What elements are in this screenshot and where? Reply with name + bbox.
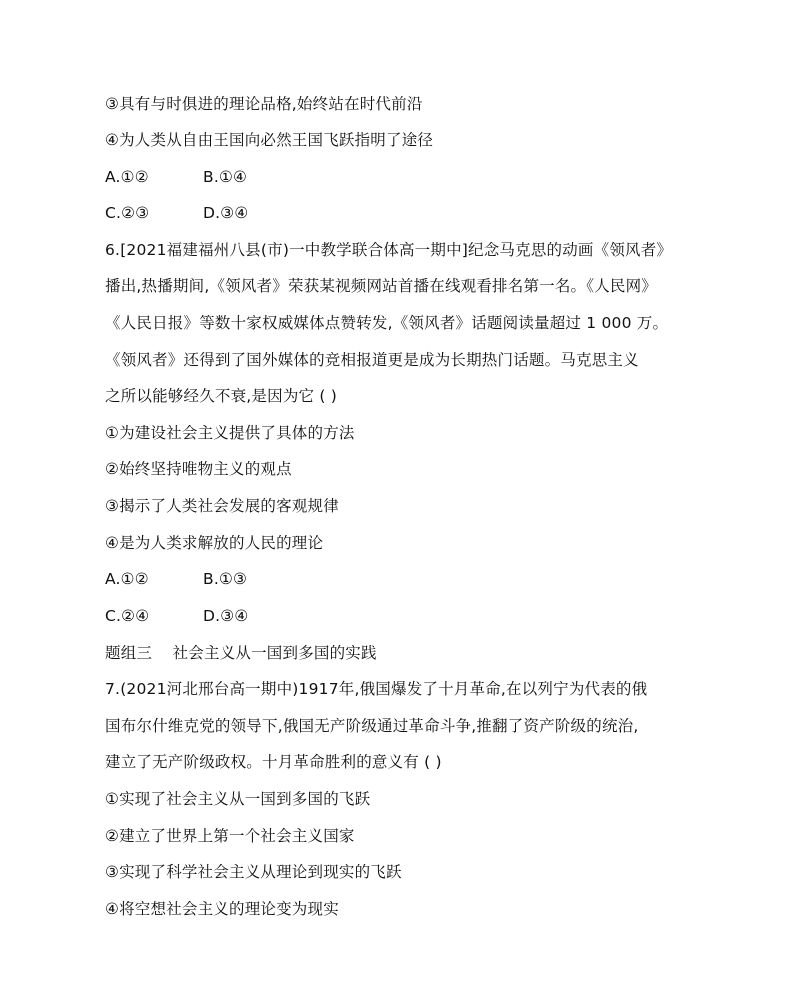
- q7-item-2: ②建立了世界上第一个社会主义国家: [105, 827, 355, 845]
- q6-item-2: ②始终坚持唯物主义的观点: [105, 460, 292, 478]
- q6-option-d: D.③④: [203, 607, 249, 625]
- q7-item-1: ①实现了社会主义从一国到多国的飞跃: [105, 790, 371, 808]
- q5-option-c: C.②③: [105, 204, 150, 222]
- q7-item-3: ③实现了科学社会主义从理论到现实的飞跃: [105, 863, 402, 881]
- q7-stem-line-1: 7.(2021河北邢台高一期中)1917年,俄国爆发了十月革命,在以列宁为代表的俄: [105, 680, 648, 698]
- q6-item-4: ④是为人类求解放的人民的理论: [105, 534, 324, 552]
- q7-item-4: ④将空想社会主义的理论变为现实: [105, 900, 339, 918]
- q5-option-d: D.③④: [203, 204, 249, 222]
- q6-stem-line-3: 《人民日报》等数十家权威媒体点赞转发,《领风者》话题阅读量超过 1 000 万。: [105, 314, 669, 332]
- q6-stem-line-2: 播出,热播期间,《领风者》荣获某视频网站首播在线观看排名第一名。《人民网》: [105, 277, 658, 295]
- q6-stem-line-4: 《领风者》还得到了国外媒体的竞相报道更是成为长期热门话题。马克思主义: [105, 351, 639, 369]
- q5-option-b: B.①④: [203, 168, 248, 186]
- q6-stem-line-5: 之所以能够经久不衰,是因为它 ( ): [105, 387, 337, 405]
- section-heading: 题组三 社会主义从一国到多国的实践: [105, 644, 377, 662]
- q6-option-c: C.②④: [105, 607, 150, 625]
- q5-item-3: ③具有与时俱进的理论品格,始终站在时代前沿: [105, 95, 423, 113]
- q6-option-a: A.①②: [105, 570, 149, 588]
- q6-option-b: B.①③: [203, 570, 248, 588]
- q6-stem-line-1: 6.[2021福建福州八县(市)一中教学联合体高一期中]纪念马克思的动画《领风者》: [105, 241, 673, 259]
- q7-stem-line-3: 建立了无产阶级政权。十月革命胜利的意义有 ( ): [105, 753, 442, 771]
- q6-item-1: ①为建设社会主义提供了具体的方法: [105, 424, 355, 442]
- q6-item-3: ③揭示了人类社会发展的客观规律: [105, 497, 339, 515]
- q5-item-4: ④为人类从自由王国向必然王国飞跃指明了途径: [105, 131, 434, 149]
- q5-option-a: A.①②: [105, 168, 149, 186]
- q7-stem-line-2: 国布尔什维克党的领导下,俄国无产阶级通过革命斗争,推翻了资产阶级的统治,: [105, 717, 639, 735]
